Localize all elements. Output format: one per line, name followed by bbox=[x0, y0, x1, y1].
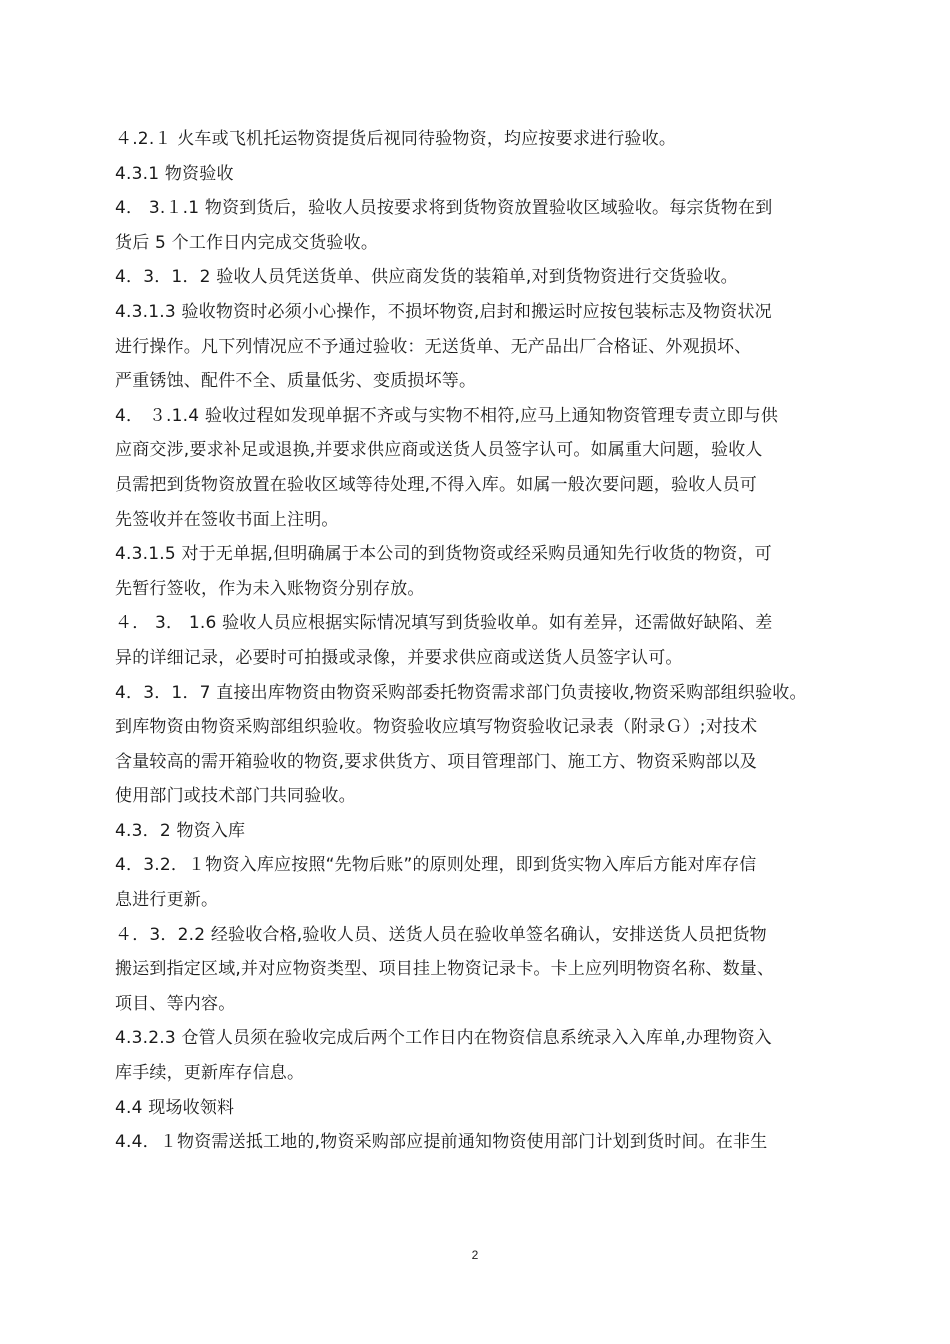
text-line: 4.3.1.3 验收物资时必须小心操作，不损坏物资,启封和搬运时应按包装标志及物资状况 bbox=[115, 301, 772, 322]
text-line: ４.2.１ 火车或飞机托运物资提货后视同待验物资，均应按要求进行验收。 bbox=[115, 129, 677, 149]
text-line: 含量较高的需开箱验收的物资,要求供货方、项目管理部门、施工方、物资采购部以及 bbox=[115, 751, 758, 772]
text-line: 严重锈蚀、配件不全、质量低劣、变质损坏等。 bbox=[115, 371, 477, 392]
text-line: 库手续，更新库存信息。 bbox=[115, 1063, 305, 1084]
text-line: 4．3．1．7 直接出库物资由物资采购部委托物资需求部门负责接收,物资采购部组织验收。 bbox=[115, 682, 807, 703]
text-line: 息进行更新。 bbox=[115, 890, 219, 911]
text-line: 4.3.1.5 对于无单据,但明确属于本公司的到货物资或经采购员通知先行收货的物资，可 bbox=[115, 544, 772, 565]
section-heading: 4.4 现场收领料 bbox=[115, 1097, 235, 1118]
text-line: 货后 5 个工作日内完成交货验收。 bbox=[115, 232, 379, 253]
text-line: 4.3.2.3 仓管人员须在验收完成后两个工作日内在物资信息系统录入入库单,办理物资入 bbox=[115, 1028, 772, 1049]
section-heading: 4.3.1 物资验收 bbox=[115, 163, 234, 184]
text-line: ４． 3． 1.6 验收人员应根据实际情况填写到货验收单。如有差异，还需做好缺陷、差 bbox=[115, 613, 773, 634]
text-line: 4．3．1．2 验收人员凭送货单、供应商发货的装箱单,对到货物资进行交货验收。 bbox=[115, 267, 738, 288]
text-line: 进行操作。凡下列情况应不予通过验收：无送货单、无产品出厂合格证、外观损坏、 bbox=[115, 336, 752, 357]
text-line: 异的详细记录，必要时可拍摄或录像，并要求供应商或送货人员签字认可。 bbox=[115, 647, 683, 668]
text-line: 搬运到指定区域,并对应物资类型、项目挂上物资记录卡。卡上应列明物资名称、数量、 bbox=[115, 959, 775, 980]
text-line: 4． 3.１.1 物资到货后，验收人员按要求将到货物资放置验收区域验收。每宗货物在到 bbox=[115, 198, 773, 219]
text-line: 先签收并在签收书面上注明。 bbox=[115, 509, 339, 530]
text-line: 员需把到货物资放置在验收区域等待处理,不得入库。如属一般次要问题，验收人员可 bbox=[115, 474, 758, 495]
text-line: 4.4．１物资需送抵工地的,物资采购部应提前通知物资使用部门计划到货时间。在非生 bbox=[115, 1132, 768, 1153]
text-line: 应商交涉,要求补足或退换,并要求供应商或送货人员签字认可。如属重大问题，验收人 bbox=[115, 440, 763, 461]
document-body bbox=[115, 122, 860, 1160]
text-line: 到库物资由物资采购部组织验收。物资验收应填写物资验收记录表（附录Ｇ）;对技术 bbox=[115, 717, 758, 738]
page-number: 2 bbox=[471, 1248, 479, 1262]
text-line: 使用部门或技术部门共同验收。 bbox=[115, 786, 356, 807]
text-line: 4． ３.1.4 验收过程如发现单据不齐或与实物不相符,应马上通知物资管理专责立即与供 bbox=[115, 405, 779, 426]
text-line: 项目、等内容。 bbox=[115, 993, 236, 1014]
text-line: ４．3．2.2 经验收合格,验收人员、送货人员在验收单签名确认，安排送货人员把货物 bbox=[115, 924, 767, 945]
text-line: 先暂行签收，作为未入账物资分别存放。 bbox=[115, 578, 425, 599]
text-line: 4．3.2．１物资入库应按照“先物后账”的原则处理，即到货实物入库后方能对库存信 bbox=[115, 855, 757, 876]
section-heading: 4.3．2 物资入库 bbox=[115, 820, 246, 841]
